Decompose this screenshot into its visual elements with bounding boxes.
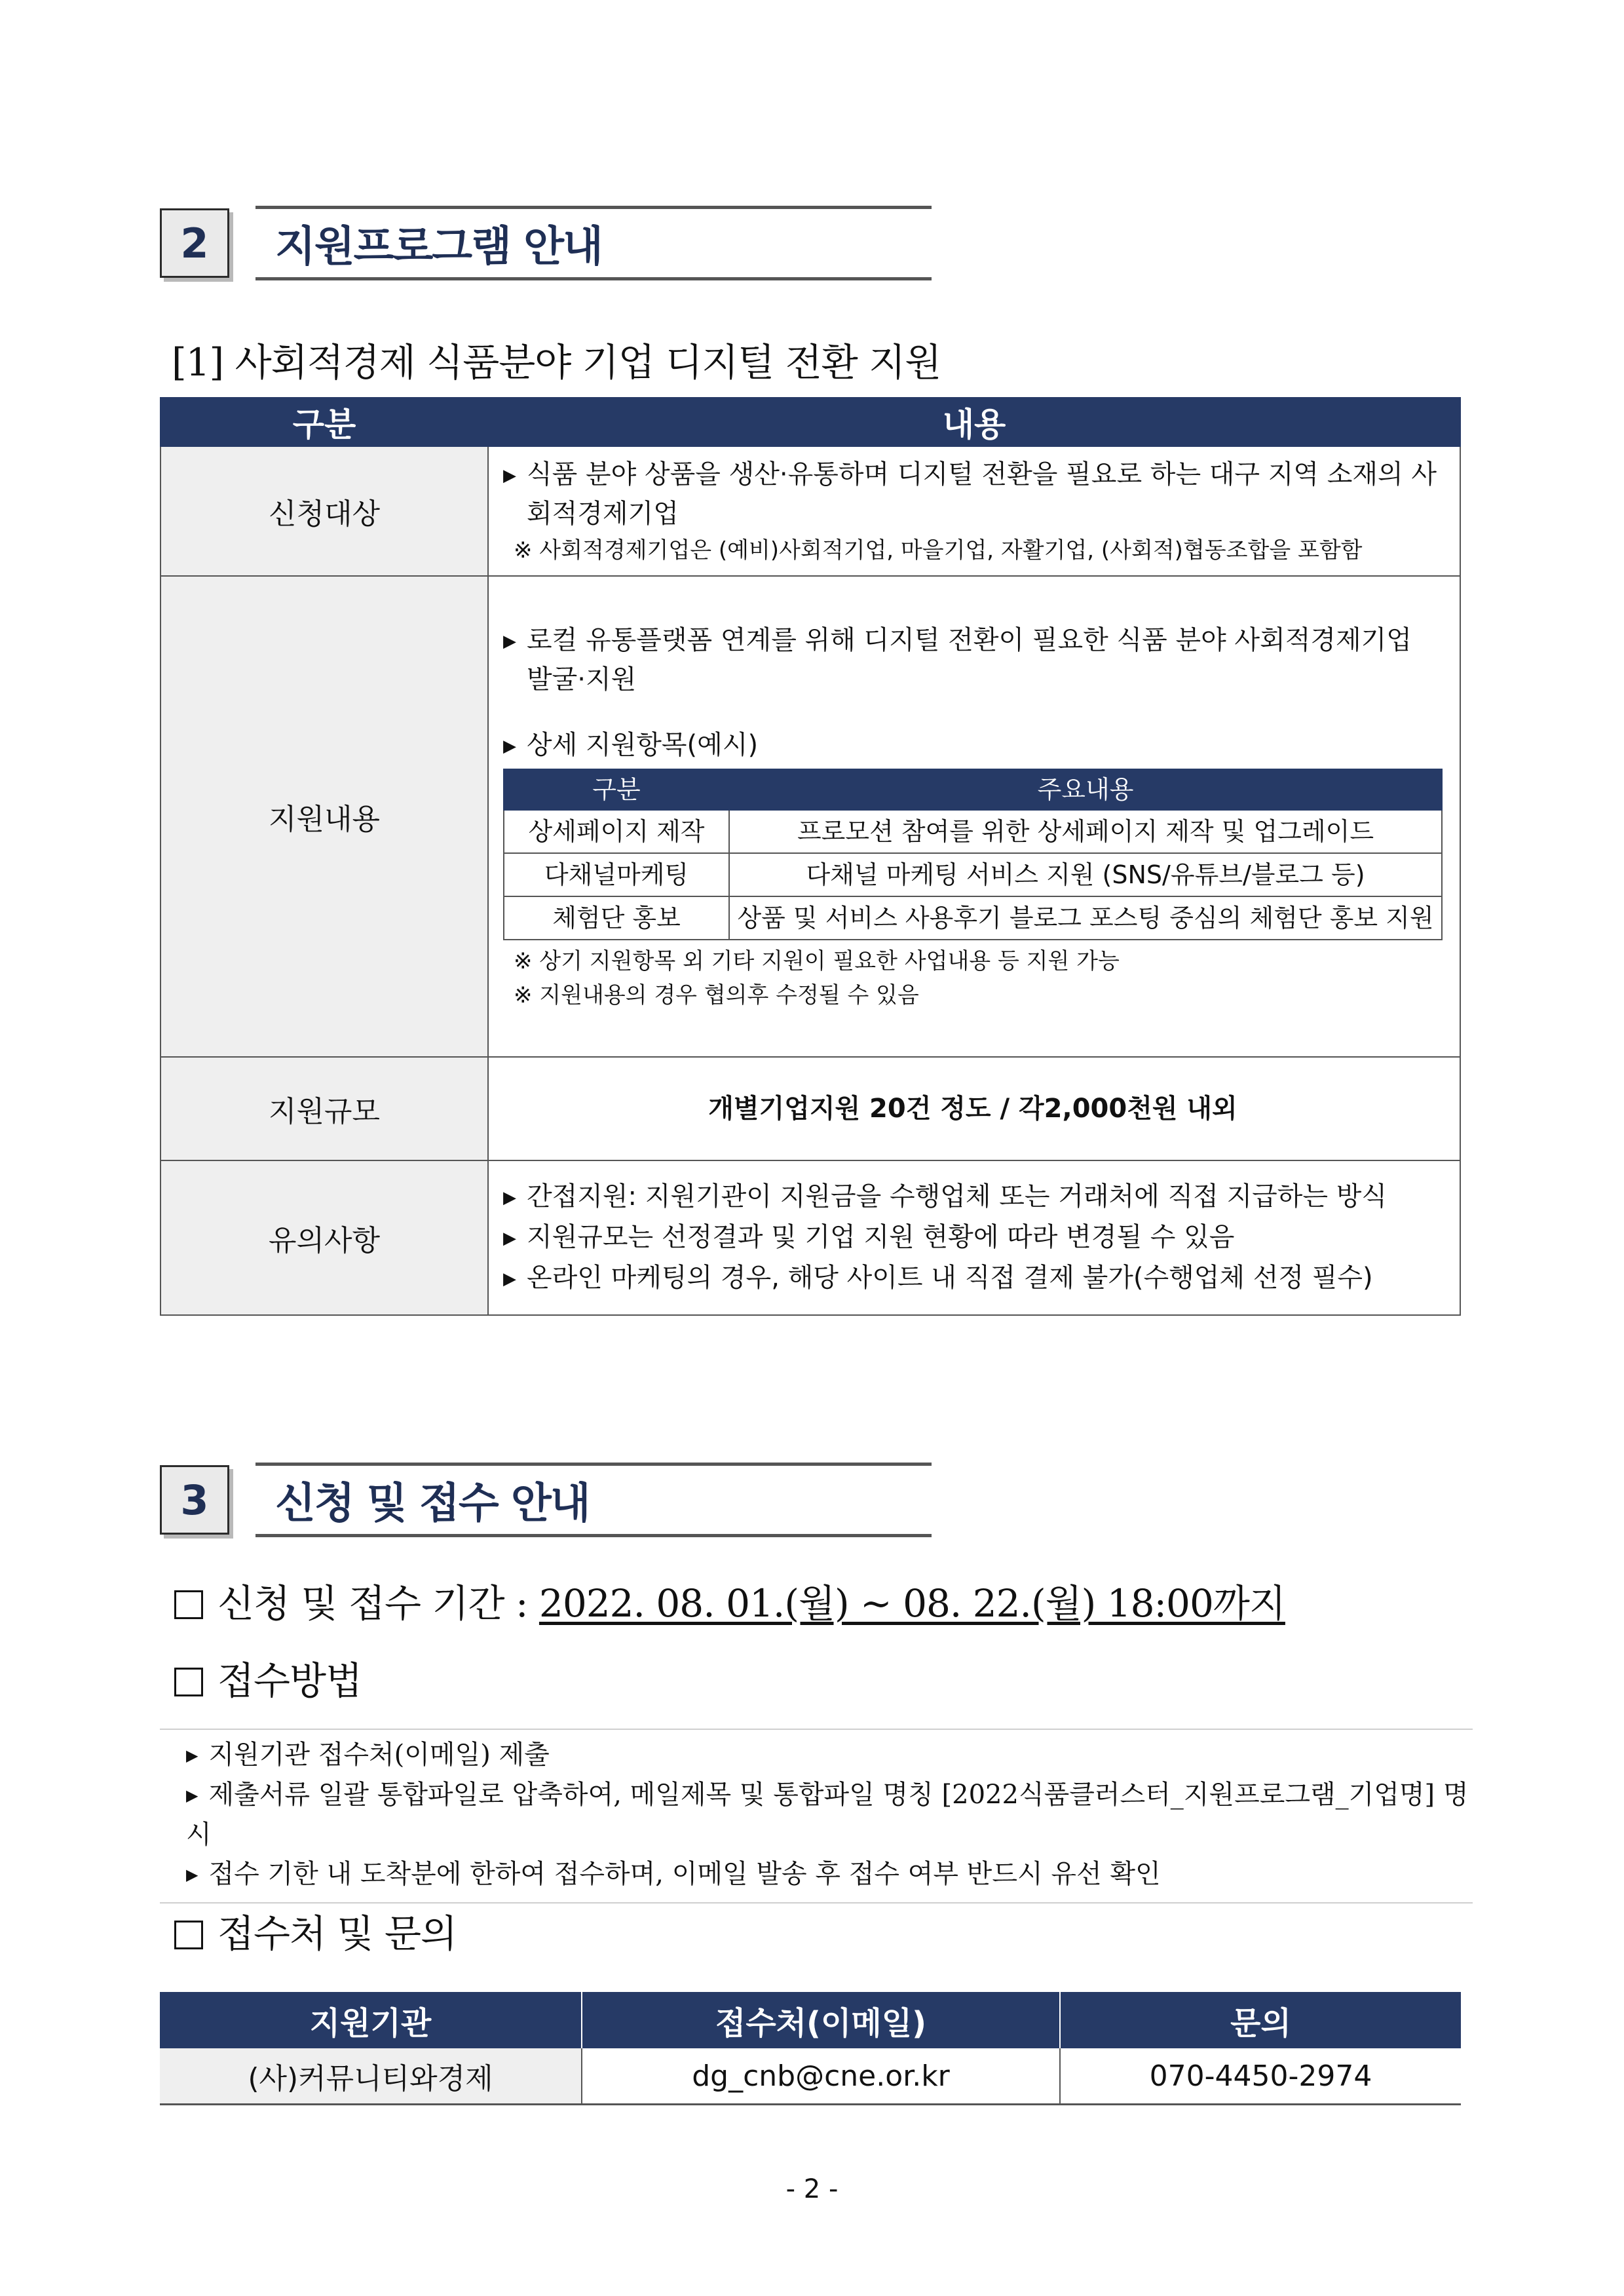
contact-header-phone: 문의 [1060, 1992, 1461, 2048]
checkbox-square-icon [174, 1921, 203, 1949]
note-text: ※ 지원내용의 경우 협의후 수정될 수 있음 [514, 982, 919, 1008]
inner-header-content: 주요내용 [729, 769, 1442, 810]
bullet-text: 간접지원: 지원기관이 지원금을 수행업체 또는 거래처에 직접 지급하는 방식 [527, 1181, 1388, 1212]
section-title: 신청 및 접수 안내 [255, 1463, 932, 1537]
page-number: - 2 - [785, 2174, 839, 2204]
table-row [161, 1057, 1460, 1160]
contact-table [160, 1992, 1461, 2105]
method-list [160, 1729, 1473, 1904]
bullet-text: 상세 지원항목(예시) [527, 730, 759, 760]
section-title: 지원프로그램 안내 [255, 206, 932, 280]
inner-cell: 다채널 마케팅 서비스 지원 (SNS/유튜브/블로그 등) [729, 853, 1442, 896]
checkbox-square-icon [174, 1590, 203, 1619]
list-item-text: 지원기관 접수처(이메일) 제출 [208, 1740, 550, 1770]
section-number-box: 2 [160, 208, 229, 278]
row-label-notes: 유의사항 [161, 1160, 488, 1315]
triangle-bullet-icon: ▶ [503, 1188, 516, 1208]
bullet-item [503, 1217, 1443, 1258]
contact-org: (사)커뮤니티와경제 [160, 2048, 582, 2105]
bullet-text: 식품 분야 상품을 생산·유통하며 디지털 전환을 필요로 하는 대구 지역 소재의 사회적경제기업 [527, 459, 1437, 529]
row-label-scale: 지원규모 [161, 1057, 488, 1160]
bullet-item [503, 621, 1443, 699]
period-value: 2022. 08. 01.(월) ~ 08. 22.(월) 18:00까지 [538, 1581, 1285, 1626]
inner-header-category: 구분 [504, 769, 729, 810]
contact-heading [174, 1903, 457, 1958]
triangle-bullet-icon: ▶ [503, 632, 516, 651]
method-heading [174, 1650, 362, 1705]
table-header-content: 내용 [488, 398, 1460, 446]
bullet-item [503, 1258, 1443, 1299]
method-title: 접수방법 [217, 1658, 362, 1703]
inner-cell: 체험단 홍보 [504, 896, 729, 940]
note-text: ※ 상기 지원항목 외 기타 지원이 필요한 사업내용 등 지원 가능 [514, 948, 1120, 974]
list-item [186, 1775, 1473, 1854]
contact-title: 접수처 및 문의 [217, 1911, 457, 1956]
triangle-bullet-icon: ▶ [186, 1866, 198, 1884]
bullet-item [503, 455, 1443, 533]
triangle-bullet-icon: ▶ [503, 1269, 516, 1289]
table-row [504, 896, 1442, 940]
contact-email: dg_cnb@cne.or.kr [582, 2048, 1060, 2105]
detail-items-table [503, 769, 1443, 940]
table-row [161, 576, 1460, 1057]
table-header-category: 구분 [161, 398, 488, 446]
bullet-text: 지원규모는 선정결과 및 기업 지원 현황에 따라 변경될 수 있음 [527, 1222, 1235, 1252]
triangle-bullet-icon: ▶ [503, 466, 516, 486]
inner-cell: 프로모션 참여를 위한 상세페이지 제작 및 업그레이드 [729, 810, 1442, 853]
period-line [174, 1573, 1285, 1628]
bullet-text: 온라인 마케팅의 경우, 해당 사이트 내 직접 결제 불가(수행업체 선정 필수) [527, 1263, 1373, 1293]
bullet-text: 로컬 유통플랫폼 연계를 위해 디지털 전환이 필요한 식품 분야 사회적경제기업 발굴·지원 [527, 625, 1412, 695]
program-table [160, 397, 1461, 1316]
triangle-bullet-icon: ▶ [503, 737, 516, 756]
period-label: 신청 및 접수 기간 : [217, 1581, 528, 1626]
table-row [504, 853, 1442, 896]
inner-cell: 상세페이지 제작 [504, 810, 729, 853]
contact-header-org: 지원기관 [160, 1992, 582, 2048]
triangle-bullet-icon: ▶ [503, 1229, 516, 1248]
section-number-box: 3 [160, 1465, 229, 1535]
inner-cell: 다채널마케팅 [504, 853, 729, 896]
bullet-item [503, 725, 1443, 766]
row-content-support [488, 576, 1460, 1057]
contact-phone: 070-4450-2974 [1060, 2048, 1461, 2105]
bullet-item [503, 1177, 1443, 1217]
program-subtitle: [1] 사회적경제 식품분야 기업 디지털 전환 지원 [172, 340, 941, 385]
contact-header-email: 접수처(이메일) [582, 1992, 1060, 2048]
row-label-target: 신청대상 [161, 446, 488, 576]
row-content-scale: 개별기업지원 20건 정도 / 각2,000천원 내외 [488, 1057, 1460, 1160]
triangle-bullet-icon: ▶ [186, 1786, 198, 1805]
table-row [161, 446, 1460, 576]
triangle-bullet-icon: ▶ [186, 1746, 198, 1765]
row-content-target [488, 446, 1460, 576]
list-item [186, 1854, 1473, 1894]
row-label-content: 지원내용 [161, 576, 488, 1057]
table-row [504, 810, 1442, 853]
list-item [186, 1735, 1473, 1775]
inner-cell: 상품 및 서비스 사용후기 블로그 포스팅 중심의 체험단 홍보 지원 [729, 896, 1442, 940]
note-text: ※ 사회적경제기업은 (예비)사회적기업, 마을기업, 자활기업, (사회적)협동조합을 포함함 [514, 537, 1363, 564]
list-item-text: 제출서류 일괄 통합파일로 압축하여, 메일제목 및 통합파일 명칭 [2022식품클러스터_지원프로그램_기업명] 명시 [186, 1780, 1469, 1850]
row-content-notes [488, 1160, 1460, 1315]
table-row [160, 2048, 1461, 2105]
table-row [161, 1160, 1460, 1315]
list-item-text: 접수 기한 내 도착분에 한하여 접수하며, 이메일 발송 후 접수 여부 반드시 유선 확인 [208, 1859, 1161, 1889]
checkbox-square-icon [174, 1668, 203, 1696]
